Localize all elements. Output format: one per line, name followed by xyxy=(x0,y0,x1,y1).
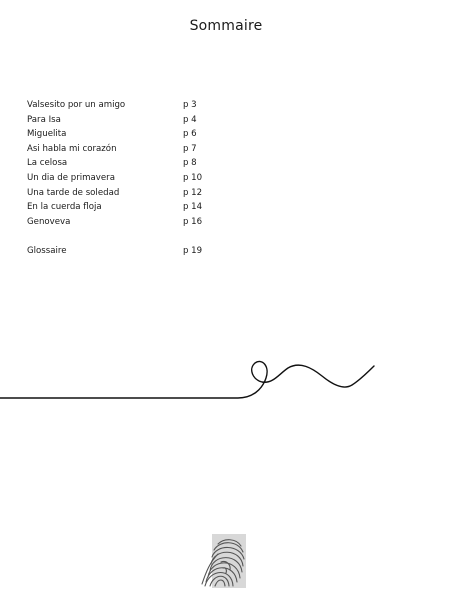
page-title: Sommaire xyxy=(189,18,263,34)
fingerprint-icon xyxy=(196,532,250,588)
toc-entry-page: p 6 xyxy=(183,129,197,140)
toc-entry-title: En la cuerda floja xyxy=(27,202,102,213)
toc-entry-title: Genoveva xyxy=(27,216,71,227)
toc-entry-title: Una tarde de soledad xyxy=(27,187,120,198)
ribbon-path xyxy=(0,361,374,398)
toc-entry xyxy=(27,113,227,128)
toc-entry xyxy=(27,200,227,215)
toc-entry-page: p 19 xyxy=(183,245,203,256)
toc-entry-page: p 7 xyxy=(183,143,197,154)
toc-entry xyxy=(27,98,227,113)
table-of-contents xyxy=(27,98,227,259)
toc-entry-title: Un dia de primavera xyxy=(27,172,115,183)
toc-entry-title: Valsesito por un amigo xyxy=(27,100,126,110)
toc-entry xyxy=(27,171,227,186)
toc-entry-title: Miguelita xyxy=(27,129,67,140)
toc-entry-page: p 14 xyxy=(183,202,203,213)
toc-entry-page: p 12 xyxy=(183,187,203,198)
toc-entry xyxy=(27,156,227,171)
toc-entry-title: Asi habla mi corazón xyxy=(27,143,117,154)
ribbon-line-ornament xyxy=(0,350,452,410)
toc-spacer xyxy=(27,229,227,244)
toc-entry-page: p 10 xyxy=(183,172,203,183)
toc-entry-title: La celosa xyxy=(27,158,68,169)
toc-entry-page: p 16 xyxy=(183,216,203,227)
toc-entry-glossary xyxy=(27,244,227,259)
toc-entry-page: p 3 xyxy=(183,100,197,110)
toc-entry-title: Glossaire xyxy=(27,245,67,256)
toc-entry xyxy=(27,215,227,230)
toc-entry xyxy=(27,142,227,157)
toc-entry-page: p 8 xyxy=(183,158,197,169)
toc-entry-title: Para Isa xyxy=(27,114,61,125)
toc-entry-page: p 4 xyxy=(183,114,197,125)
toc-entry xyxy=(27,186,227,201)
toc-entry xyxy=(27,127,227,142)
